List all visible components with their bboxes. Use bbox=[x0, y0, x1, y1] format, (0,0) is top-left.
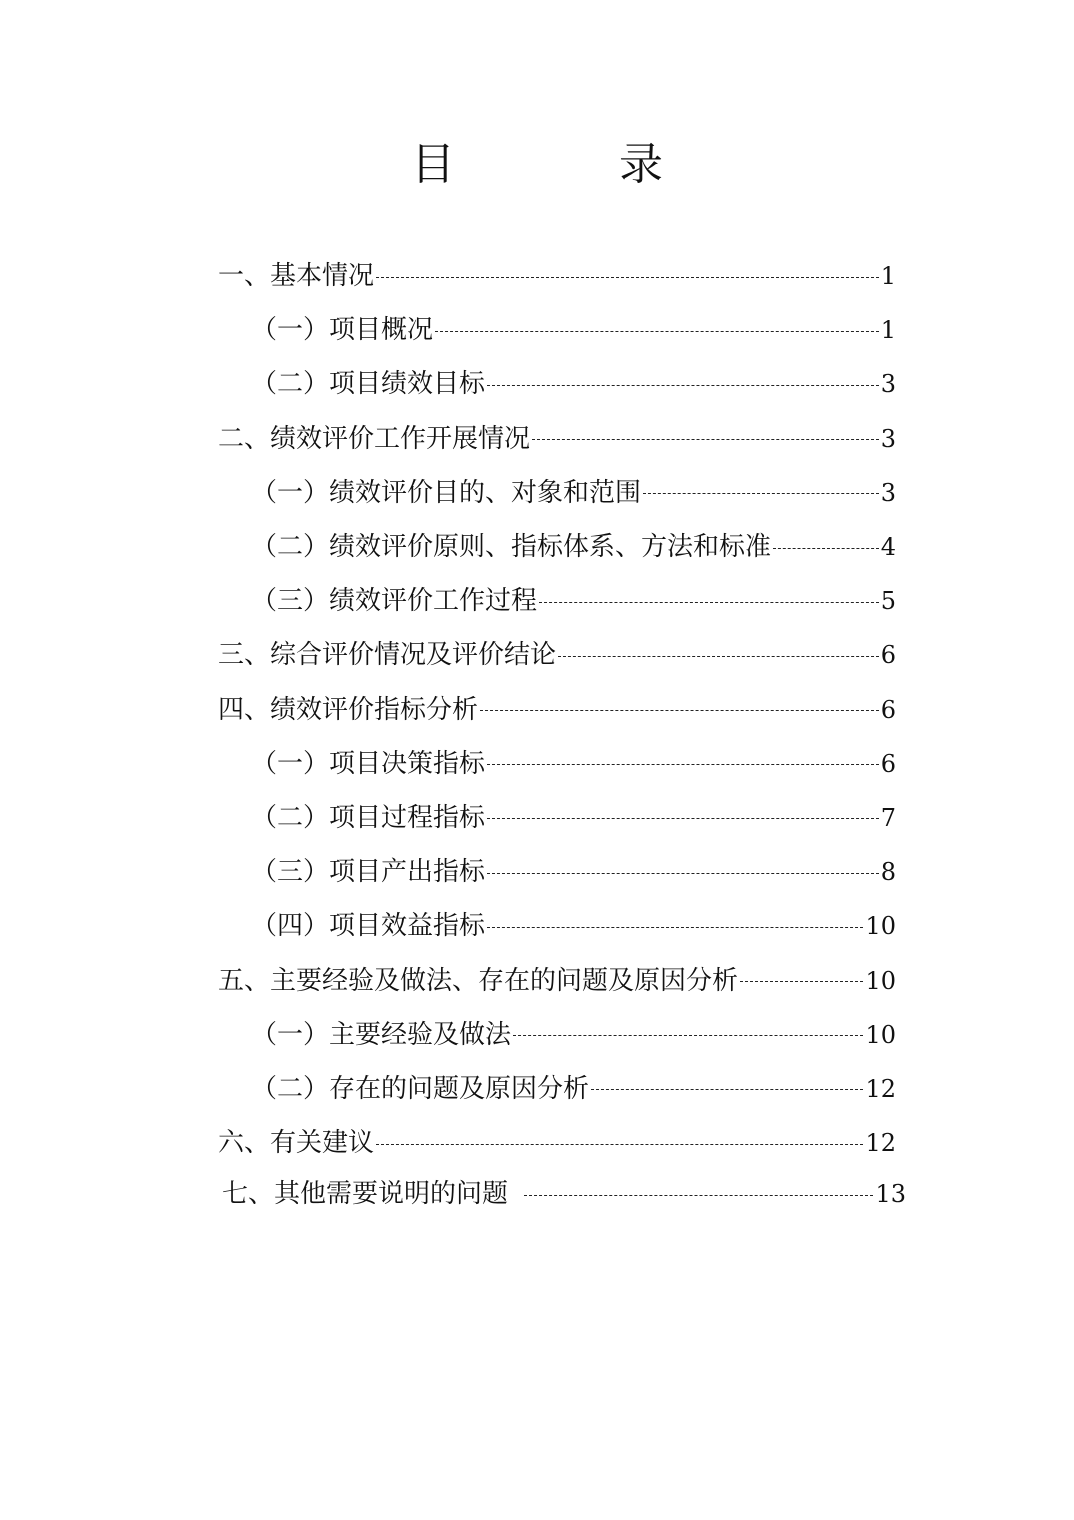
toc-entry-label: 六、有关建议 bbox=[218, 1128, 375, 1159]
toc-leader bbox=[487, 764, 879, 765]
toc-entry[interactable] bbox=[0, 249, 1074, 303]
toc-entry-label: （一）项目概况 bbox=[251, 315, 434, 346]
toc-leader bbox=[435, 331, 879, 332]
toc-leader bbox=[773, 548, 879, 549]
toc-leader bbox=[524, 1195, 873, 1196]
toc-entry-label: 三、综合评价情况及评价结论 bbox=[218, 640, 557, 671]
toc-entry-label: （一）项目决策指标 bbox=[251, 748, 486, 779]
toc-entry[interactable] bbox=[0, 466, 1074, 520]
toc-entry[interactable] bbox=[0, 899, 1074, 953]
toc-entry[interactable] bbox=[0, 628, 1074, 682]
toc-entry[interactable] bbox=[0, 683, 1074, 737]
page-title: 目 录 bbox=[411, 139, 723, 190]
toc-leader bbox=[480, 710, 879, 711]
toc-leader bbox=[487, 873, 879, 874]
toc-leader bbox=[643, 493, 879, 494]
toc-entry[interactable] bbox=[0, 520, 1074, 574]
toc-entry[interactable] bbox=[0, 357, 1074, 411]
toc-page-number: 12 bbox=[865, 1129, 896, 1158]
toc-leader bbox=[487, 927, 863, 928]
toc-page-number: 10 bbox=[865, 1020, 896, 1049]
toc-entry[interactable] bbox=[0, 1008, 1074, 1062]
toc-entry[interactable] bbox=[0, 412, 1074, 466]
toc-leader bbox=[740, 981, 863, 982]
toc-leader bbox=[376, 1144, 863, 1145]
toc-page-number: 1 bbox=[880, 262, 896, 291]
toc-entry-label: 五、主要经验及做法、存在的问题及原因分析 bbox=[218, 965, 739, 996]
toc-leader bbox=[487, 385, 879, 386]
toc-entry[interactable] bbox=[0, 737, 1074, 791]
toc-entry[interactable] bbox=[0, 574, 1074, 628]
toc-entry-label: （三）绩效评价工作过程 bbox=[251, 586, 538, 617]
toc-entry-label: 四、绩效评价指标分析 bbox=[218, 694, 479, 725]
toc-page-number: 8 bbox=[880, 858, 896, 887]
toc-entry[interactable] bbox=[0, 1062, 1074, 1116]
toc-entry-label: （一）绩效评价目的、对象和范围 bbox=[251, 477, 642, 508]
toc-leader bbox=[487, 818, 879, 819]
toc-entry-label: （二）绩效评价原则、指标体系、方法和标准 bbox=[251, 532, 772, 563]
toc-page-number: 12 bbox=[865, 1074, 896, 1103]
toc-entry-label: （二）存在的问题及原因分析 bbox=[251, 1073, 590, 1104]
toc-entry-label: （三）项目产出指标 bbox=[251, 857, 486, 888]
toc-leader bbox=[513, 1035, 863, 1036]
toc-page-number: 1 bbox=[880, 316, 896, 345]
toc-entry-label: （一）主要经验及做法 bbox=[251, 1019, 512, 1050]
toc-leader bbox=[558, 656, 879, 657]
toc-page-number: 6 bbox=[880, 695, 896, 724]
toc-page-number: 10 bbox=[865, 912, 896, 941]
toc-page-number: 3 bbox=[880, 370, 896, 399]
toc-entry-label: 七、其他需要说明的问题 bbox=[222, 1179, 509, 1210]
toc-entry-label: 一、基本情况 bbox=[218, 261, 375, 292]
toc-page-number: 5 bbox=[880, 587, 896, 616]
toc-entry-label: （四）项目效益指标 bbox=[251, 911, 486, 942]
toc-page-number: 3 bbox=[880, 424, 896, 453]
toc-page-number: 10 bbox=[865, 966, 896, 995]
toc-entry[interactable] bbox=[0, 953, 1074, 1007]
toc-entry-label: 二、绩效评价工作开展情况 bbox=[218, 423, 531, 454]
toc-entry[interactable] bbox=[0, 845, 1074, 899]
toc-entry-label: （二）项目绩效目标 bbox=[251, 369, 486, 400]
toc-leader bbox=[532, 439, 879, 440]
toc-page-number: 13 bbox=[875, 1180, 906, 1209]
toc-page-number: 7 bbox=[880, 803, 896, 832]
toc-leader bbox=[539, 602, 879, 603]
toc-entry[interactable] bbox=[0, 1116, 1074, 1170]
toc-leader bbox=[591, 1089, 863, 1090]
toc-page-number: 3 bbox=[880, 478, 896, 507]
toc-entry-label: （二）项目过程指标 bbox=[251, 802, 486, 833]
toc-entry[interactable] bbox=[0, 1170, 1074, 1218]
toc-page-number: 6 bbox=[880, 641, 896, 670]
toc-entry[interactable] bbox=[0, 303, 1074, 357]
toc-page-number: 6 bbox=[880, 749, 896, 778]
table-of-contents bbox=[0, 249, 1074, 1218]
toc-page-number: 4 bbox=[880, 533, 896, 562]
toc-leader bbox=[376, 277, 879, 278]
toc-entry[interactable] bbox=[0, 791, 1074, 845]
